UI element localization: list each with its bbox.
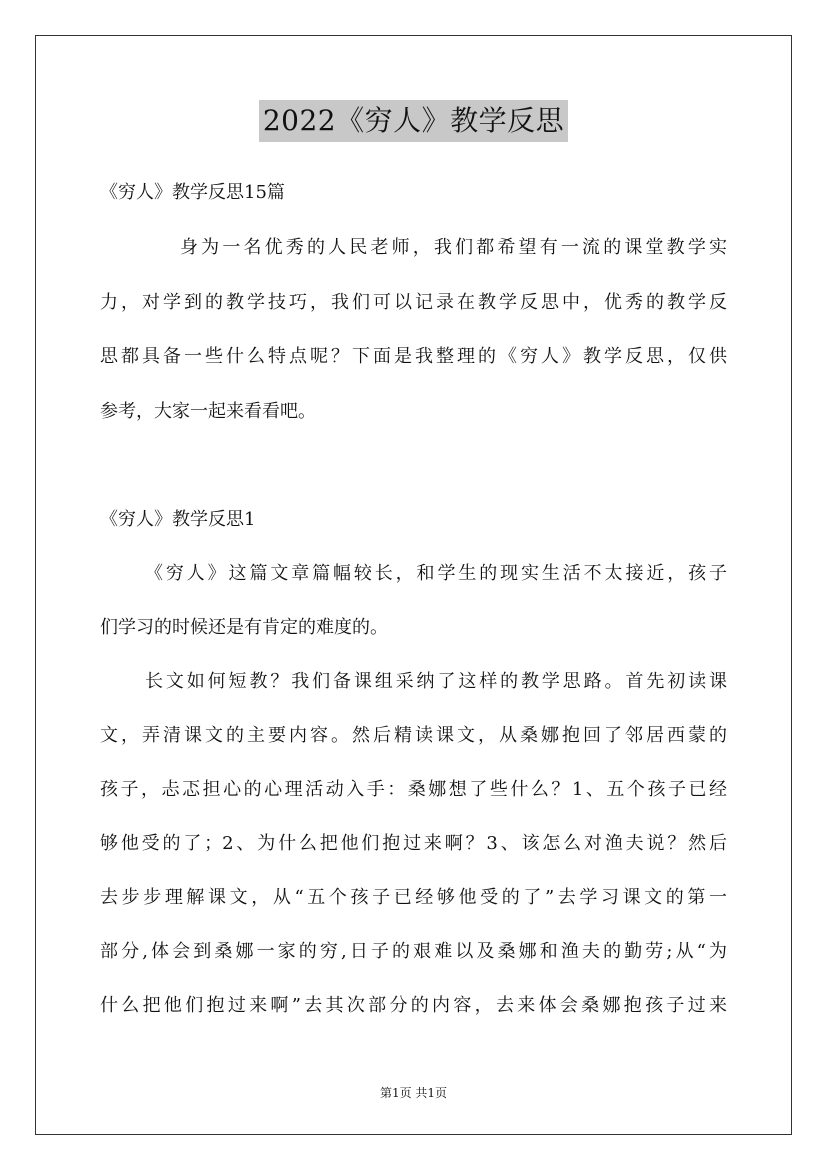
- intro-line: 身为一名优秀的人民老师，我们都希望有一流的课堂教学实: [180, 237, 727, 258]
- paragraph-line: 《穷人》这篇文章篇幅较长，和学生的现实生活不太接近，孩子: [145, 563, 727, 584]
- intro-line: 力，对学到的教学技巧，我们可以记录在教学反思中，优秀的教学反: [100, 292, 727, 313]
- paragraph-line: 什么把他们抱过来啊”去其次部分的内容，去来体会桑娜抱孩子过来: [100, 995, 727, 1016]
- paragraph-line: 长文如何短教？我们备课组采纳了这样的教学思路。首先初读课: [145, 671, 727, 692]
- paragraph-line: 们学习的时候还是有肯定的难度的。: [100, 617, 388, 638]
- section-heading: 《穷人》教学反思1: [100, 509, 256, 530]
- paragraph-line: 去步步理解课文，从“五个孩子已经够他受的了”去学习课文的第一: [100, 887, 727, 908]
- paragraph-line: 文，弄清课文的主要内容。然后精读课文，从桑娜抱回了邻居西蒙的: [100, 725, 727, 746]
- document-title: 2022《穷人》教学反思: [259, 100, 568, 142]
- intro-line: 参考，大家一起来看看吧。: [100, 401, 316, 422]
- title-container: [0, 100, 827, 142]
- page-footer: 第1页 共1页: [379, 1086, 448, 1100]
- subtitle: 《穷人》教学反思15篇: [100, 182, 285, 203]
- paragraph-line: 孩子，忐忑担心的心理活动入手：桑娜想了些什么？1、五个孩子已经: [100, 779, 727, 800]
- paragraph-line: 够他受的了；2、为什么把他们抱过来啊？3、该怎么对渔夫说？然后: [100, 833, 727, 854]
- intro-line: 思都具备一些什么特点呢？下面是我整理的《穷人》教学反思，仅供: [100, 346, 727, 367]
- paragraph-line: 部分,体会到桑娜一家的穷,日子的艰难以及桑娜和渔夫的勤劳;从“为: [100, 941, 727, 962]
